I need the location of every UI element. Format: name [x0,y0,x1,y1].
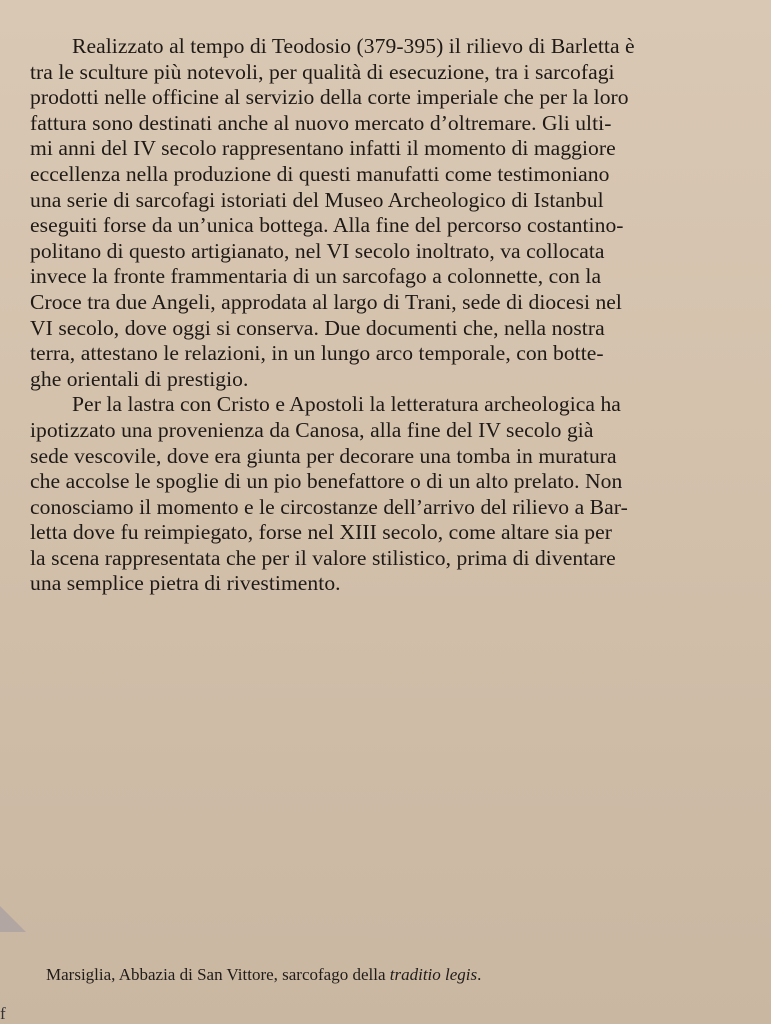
paragraph-1 [30,34,730,392]
paragraph-line: una serie di sarcofagi istoriati del Museo Archeologico di Istanbul [30,187,604,212]
paragraph-line: conosciamo il momento e le circostanze dell’arrivo del rilievo a Bar- [30,494,628,519]
paragraph-line: letta dove fu reimpiegato, forse nel XIII secolo, come altare sia per [30,520,613,545]
paragraph-line: eccellenza nella produzione di questi manufatti come testimoniano [30,161,610,186]
caption-period: . [477,965,482,984]
caption-text: Marsiglia, Abbazia di San Vittore, sarcofago della [46,965,390,984]
paragraph-line: una semplice pietra di rivestimento. [30,571,341,596]
paragraph-line: mi anni del IV secolo rappresentano infatti il momento di maggiore [30,136,616,161]
paragraph-line: la scena rappresentata che per il valore stilistico, prima di diventare [30,545,616,570]
paragraph-line: che accolse le spoglie di un pio benefattore o di un alto prelato. Non [30,469,623,494]
paragraph-line: sede vescovile, dove era giunta per decorare una tomba in muratura [30,443,617,468]
paragraph-line: Realizzato al tempo di Teodosio (379-395) il rilievo di Barletta è [72,34,635,58]
image-caption [46,964,481,986]
edge-wedge-shape [0,906,26,932]
paragraph-line: politano di questo artigianato, nel VI secolo inoltrato, va collocata [30,238,605,263]
caption-italic-text: traditio legis [389,965,478,984]
paragraph-line: eseguiti forse da un’unica bottega. Alla fine del percorso costantino- [30,213,624,238]
paragraph-line: invece la fronte frammentaria di un sarcofago a colonnette, con la [30,264,602,289]
paragraph-line: VI secolo, dove oggi si conserva. Due documenti che, nella nostra [30,315,605,340]
paragraph-2 [30,392,730,597]
paragraph-line: fattura sono destinati anche al nuovo mercato d’oltremare. Gli ulti- [30,110,612,135]
paragraph-line: ghe orientali di prestigio. [30,366,249,391]
paragraph-line: prodotti nelle officine al servizio della corte imperiale che per la loro [30,85,629,110]
main-text [30,34,730,597]
paragraph-line: Croce tra due Angeli, approdata al largo di Trani, sede di diocesi nel [30,289,622,314]
paragraph-line: ipotizzato una provenienza da Canosa, alla fine del IV secolo già [30,417,594,442]
paragraph-line: terra, attestano le relazioni, in un lungo arco temporale, con botte- [30,341,604,366]
paragraph-line: Per la lastra con Cristo e Apostoli la letteratura archeologica ha [72,392,621,417]
edge-letter: f [0,1004,6,1023]
paragraph-line: tra le sculture più notevoli, per qualità di esecuzione, tra i sarcofagi [30,59,615,84]
